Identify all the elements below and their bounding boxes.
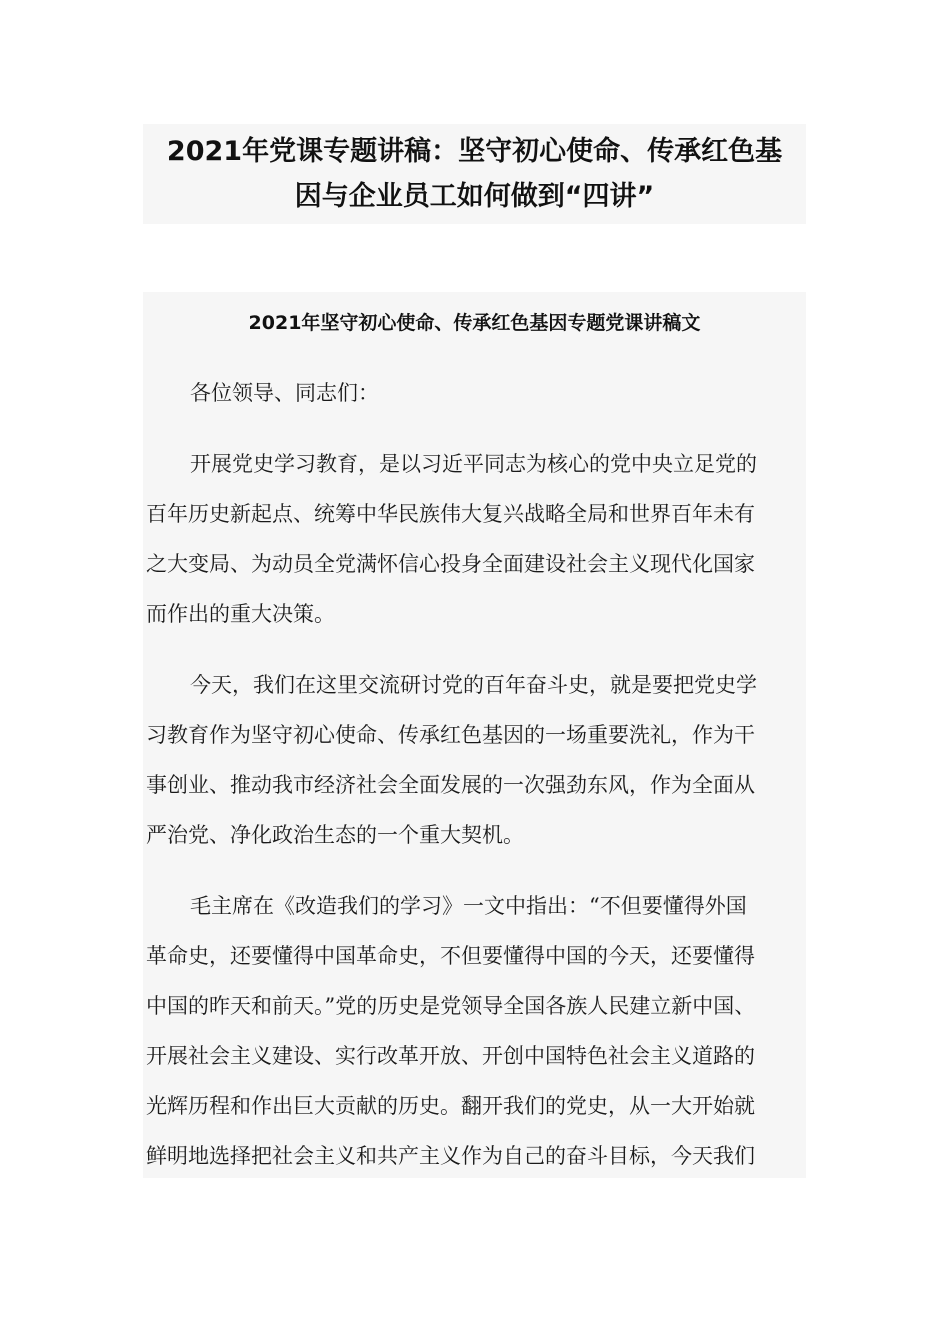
document-title-block <box>143 124 806 224</box>
paragraph-line: 严治党、净化政治生态的一个重大契机。 <box>146 823 524 847</box>
paragraph-line: 鲜明地选择把社会主义和共产主义作为自己的奋斗目标，今天我们 <box>146 1144 755 1168</box>
document-subtitle: 2021年坚守初心使命、传承红色基因专题党课讲稿文 <box>248 312 701 334</box>
paragraph-line: 习教育作为坚守初心使命、传承红色基因的一场重要洗礼，作为干 <box>146 723 755 747</box>
paragraph-line: 中国的昨天和前天。”党的历史是党领导全国各族人民建立新中国、 <box>146 994 756 1018</box>
paragraph-line: 而作出的重大决策。 <box>146 602 335 626</box>
paragraph-line: 光辉历程和作出巨大贡献的历史。翻开我们的党史，从一大开始就 <box>146 1094 755 1118</box>
document-body <box>143 292 806 1178</box>
document-title-line-1: 2021年党课专题讲稿：坚守初心使命、传承红色基 <box>166 136 783 167</box>
paragraph-line: 今天，我们在这里交流研讨党的百年奋斗史，就是要把党史学 <box>190 673 757 697</box>
paragraph-line: 开展党史学习教育，是以习近平同志为核心的党中央立足党的 <box>190 452 757 476</box>
paragraph-line: 开展社会主义建设、实行改革开放、开创中国特色社会主义道路的 <box>146 1044 755 1068</box>
paragraph-line: 革命史，还要懂得中国革命史，不但要懂得中国的今天，还要懂得 <box>146 944 755 968</box>
paragraph-line: 之大变局、为动员全党满怀信心投身全面建设社会主义现代化国家 <box>146 552 755 576</box>
paragraph-line: 事创业、推动我市经济社会全面发展的一次强劲东风，作为全面从 <box>146 773 755 797</box>
document-title-line-2: 因与企业员工如何做到“四讲” <box>294 181 655 212</box>
paragraph-line: 百年历史新起点、统筹中华民族伟大复兴战略全局和世界百年未有 <box>146 502 755 526</box>
greeting-line: 各位领导、同志们： <box>190 381 379 405</box>
paragraph-line: 毛主席在《改造我们的学习》一文中指出：“不但要懂得外国 <box>190 894 747 918</box>
